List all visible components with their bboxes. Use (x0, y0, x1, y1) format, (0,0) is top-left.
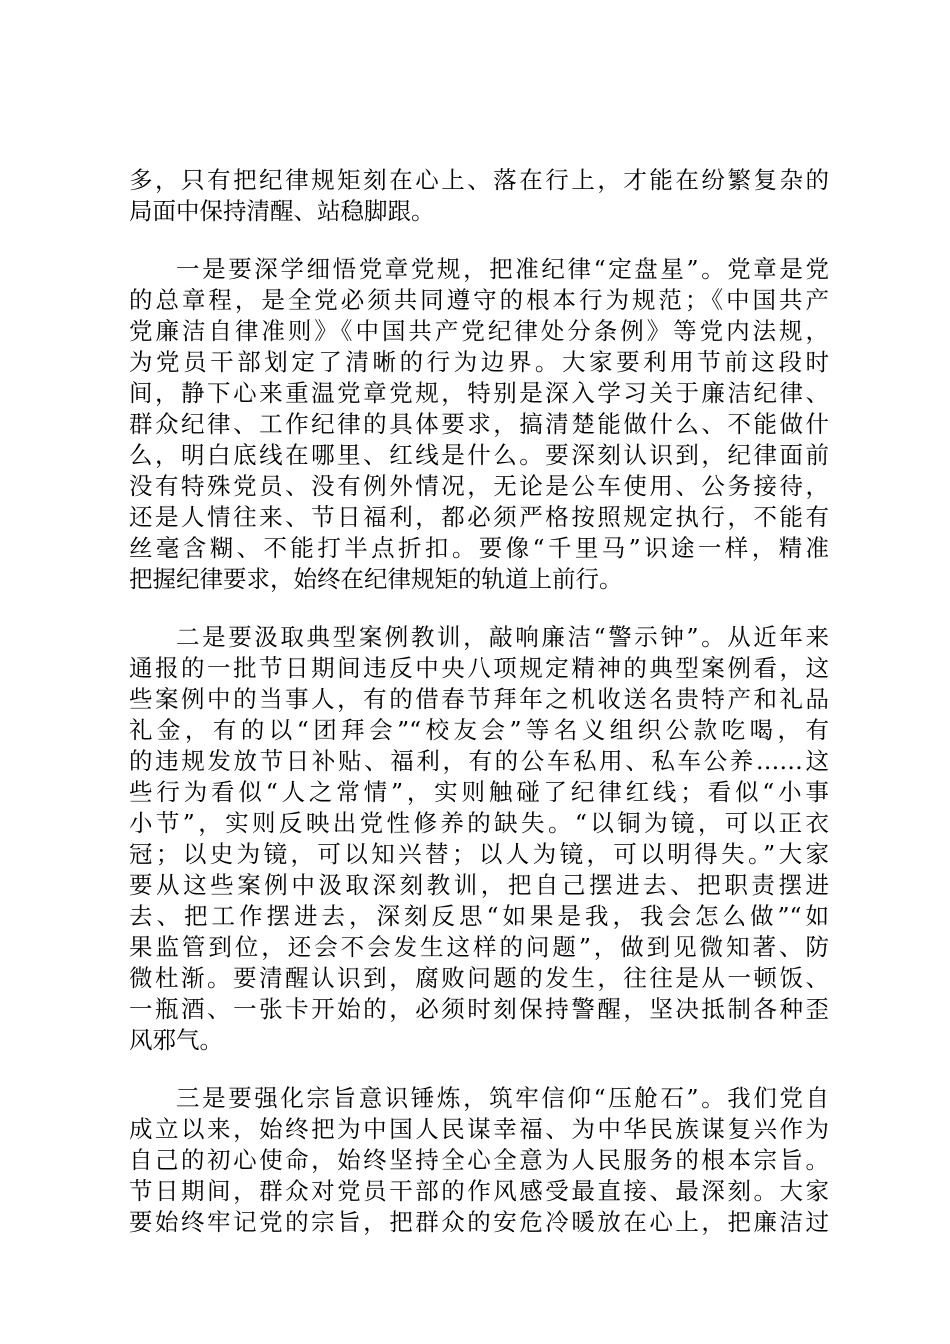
text-line: 党廉洁自律准则》《中国共产党纪律处分条例》等党内法规， (129, 317, 829, 345)
text-line: 丝毫含糊、不能打半点折扣。要像“千里马”识途一样，精准 (129, 534, 829, 562)
text-line: 二是要汲取典型案例教训，敲响廉洁“警示钟”。从近年来 (176, 623, 829, 651)
text-line: 还是人情往来、节日福利，都必须严格按照规定执行，不能有 (129, 503, 829, 531)
text-line: 通报的一批节日期间违反中央八项规定精神的典型案例看，这 (129, 654, 829, 682)
text-line: 局面中保持清醒、站稳脚跟。 (129, 197, 435, 225)
text-line: 的总章程，是全党必须共同遵守的根本行为规范；《中国共产 (129, 286, 829, 314)
text-line: 没有特殊党员、没有例外情况，无论是公车使用、公务接待， (129, 472, 829, 500)
paragraph-point-two (129, 622, 829, 1056)
text-line: 自己的初心使命，始终坚持全心全意为人民服务的根本宗旨。 (129, 1146, 829, 1174)
text-line: 些行为看似“人之常情”，实则触碰了纪律红线；看似“小事 (129, 778, 829, 806)
text-line: 果监管到位，还会不会发生这样的问题”，做到见微知著、防 (129, 933, 829, 961)
text-line: 成立以来，始终把为中国人民谋幸福、为中华民族谋复兴作为 (129, 1115, 829, 1143)
text-line: 间，静下心来重温党章党规，特别是深入学习关于廉洁纪律、 (129, 379, 829, 407)
text-line: 一瓶酒、一张卡开始的，必须时刻保持警醒，坚决抵制各种歪 (129, 995, 829, 1023)
text-line: 冠；以史为镜，可以知兴替；以人为镜，可以明得失。”大家 (129, 840, 829, 868)
paragraph-point-three (129, 1083, 829, 1238)
text-line: 礼金，有的以“团拜会”“校友会”等名义组织公款吃喝，有 (129, 716, 829, 744)
text-line: 为党员干部划定了清晰的行为边界。大家要利用节前这段时 (129, 348, 829, 376)
text-line: 把握纪律要求，始终在纪律规矩的轨道上前行。 (129, 565, 623, 593)
text-line: 多，只有把纪律规矩刻在心上、落在行上，才能在纷繁复杂的 (129, 166, 829, 194)
text-line: 三是要强化宗旨意识锤炼，筑牢信仰“压舱石”。我们党自 (176, 1084, 829, 1112)
text-line: 一是要深学细悟党章党规，把准纪律“定盘星”。党章是党 (176, 255, 829, 283)
text-line: 群众纪律、工作纪律的具体要求，搞清楚能做什么、不能做什 (129, 410, 829, 438)
text-line: 风邪气。 (129, 1026, 223, 1054)
text-line: 么，明白底线在哪里、红线是什么。要深刻认识到，纪律面前 (129, 441, 829, 469)
text-line: 去、把工作摆进去，深刻反思“如果是我，我会怎么做”“如 (129, 902, 829, 930)
text-line: 微杜渐。要清醒认识到，腐败问题的发生，往往是从一顿饭、 (129, 964, 829, 992)
text-line: 的违规发放节日补贴、福利，有的公车私用、私车公养……这 (129, 747, 829, 775)
paragraph-intro-tail (129, 165, 829, 227)
paragraph-point-one (129, 254, 829, 595)
text-line: 些案例中的当事人，有的借春节拜年之机收送名贵特产和礼品 (129, 685, 829, 713)
document-page (129, 165, 829, 1265)
text-line: 小节”，实则反映出党性修养的缺失。“以铜为镜，可以正衣 (129, 809, 829, 837)
text-line: 要始终牢记党的宗旨，把群众的安危冷暖放在心上，把廉洁过 (129, 1208, 829, 1236)
text-line: 要从这些案例中汲取深刻教训，把自己摆进去、把职责摆进 (129, 871, 829, 899)
text-line: 节日期间，群众对党员干部的作风感受最直接、最深刻。大家 (129, 1177, 829, 1205)
